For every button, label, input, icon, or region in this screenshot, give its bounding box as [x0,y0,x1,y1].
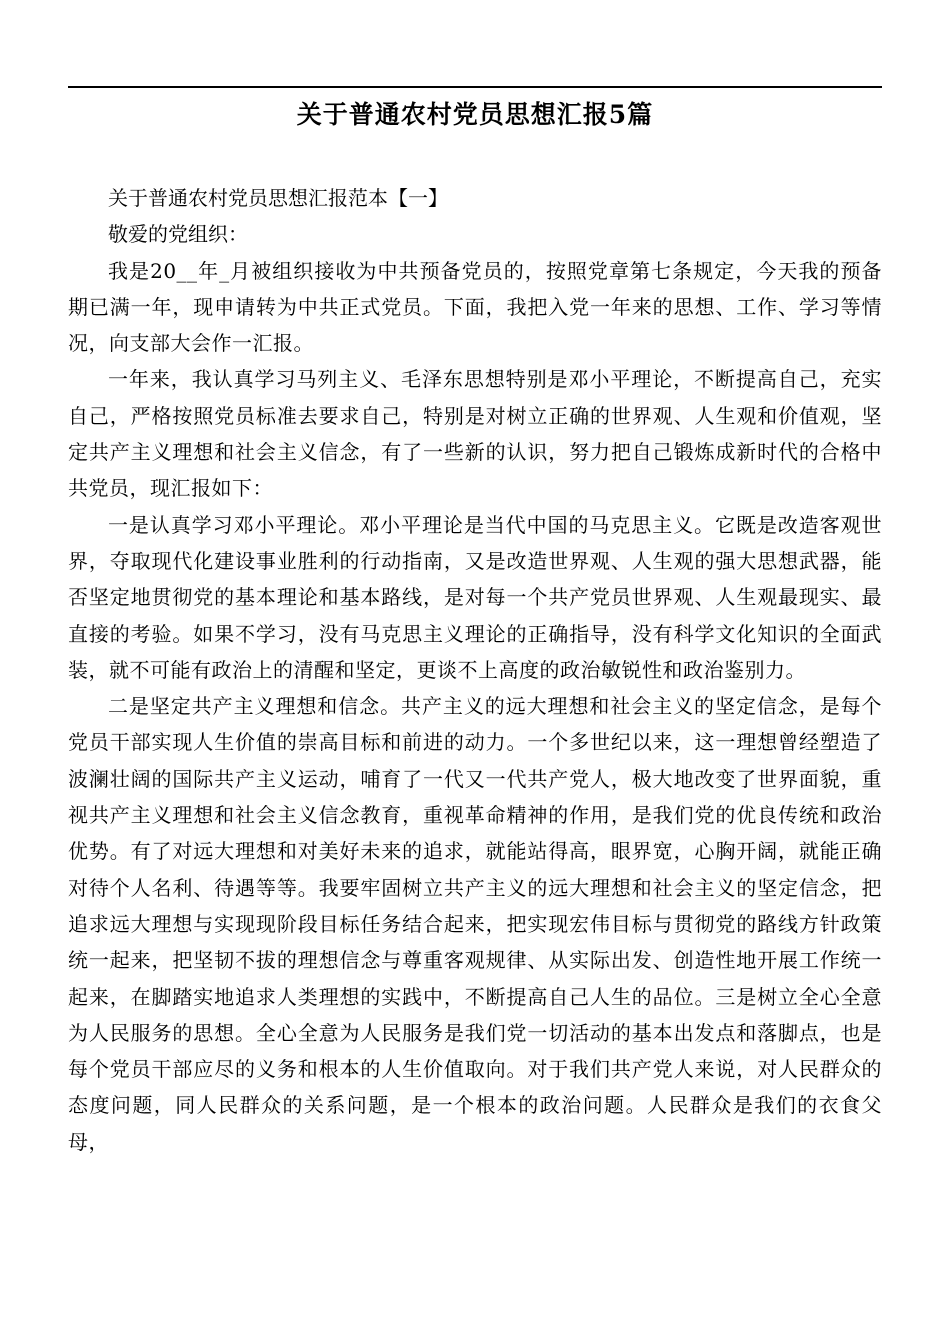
document-title: 关于普通农村党员思想汇报5篇 [296,100,654,129]
header-rule [68,86,882,88]
body-paragraph: 我是20__年_月被组织接收为中共预备党员的，按照党章第七条规定，今天我的预备期已满一年，现申请转为中共正式党员。下面，我把入党一年来的思想、工作、学习等情况，向支部大会作一汇报。 [68,258,882,356]
body-paragraph: 一年来，我认真学习马列主义、毛泽东思想特别是邓小平理论，不断提高自己，充实自己，严格按照党员标准去要求自己，特别是对树立正确的世界观、人生观和价值观，坚定共产主义理想和社会主义信念，有了一些新的认识，努力把自己锻炼成新时代的合格中共党员，现汇报如下： [68,367,882,501]
body-paragraph: 一是认真学习邓小平理论。邓小平理论是当代中国的马克思主义。它既是改造客观世界，夺取现代化建设事业胜利的行动指南，又是改造世界观、人生观的强大思想武器，能否坚定地贯彻党的基本理论和基本路线，是对每一个共产党员世界观、人生观最现实、最直接的考验。如果不学习，没有马克思主义理论的正确指导，没有科学文化知识的全面武装，就不可能有政治上的清醒和坚定，更谈不上高度的政治敏锐性和政治鉴别力。 [68,512,882,682]
body-paragraph: 二是坚定共产主义理想和信念。共产主义的远大理想和社会主义的坚定信念，是每个党员干部实现人生价值的崇高目标和前进的动力。一个多世纪以来，这一理想曾经塑造了波澜壮阔的国际共产主义运动，哺育了一代又一代共产党人，极大地改变了世界面貌，重视共产主义理想和社会主义信念教育，重视革命精神的作用，是我们党的优良传统和政治优势。有了对远大理想和对美好未来的追求，就能站得高，眼界宽，心胸开阔，就能正确对待个人名利、待遇等等。我要牢固树立共产主义的远大理想和社会主义的坚定信念，把追求远大理想与实现现阶段目标任务结合起来，把实现宏伟目标与贯彻党的路线方针政策统一起来，把坚韧不拔的理想信念与尊重客观规律、从实际出发、创造性地开展工作统一起来，在脚踏实地追求人类理想的实践中，不断提高自己人生的品位。三是树立全心全意为人民服务的思想。全心全意为人民服务是我们党一切活动的基本出发点和落脚点，也是每个党员干部应尽的义务和根本的人生价值取向。对于我们共产党人来说，对人民群众的态度问题，同人民群众的关系问题，是一个根本的政治问题。人民群众是我们的衣食父母， [68,694,882,1154]
document-body [68,180,882,1160]
salutation: 敬爱的党组织： [108,222,248,247]
section-subtitle: 关于普通农村党员思想汇报范本【一】 [108,186,448,210]
